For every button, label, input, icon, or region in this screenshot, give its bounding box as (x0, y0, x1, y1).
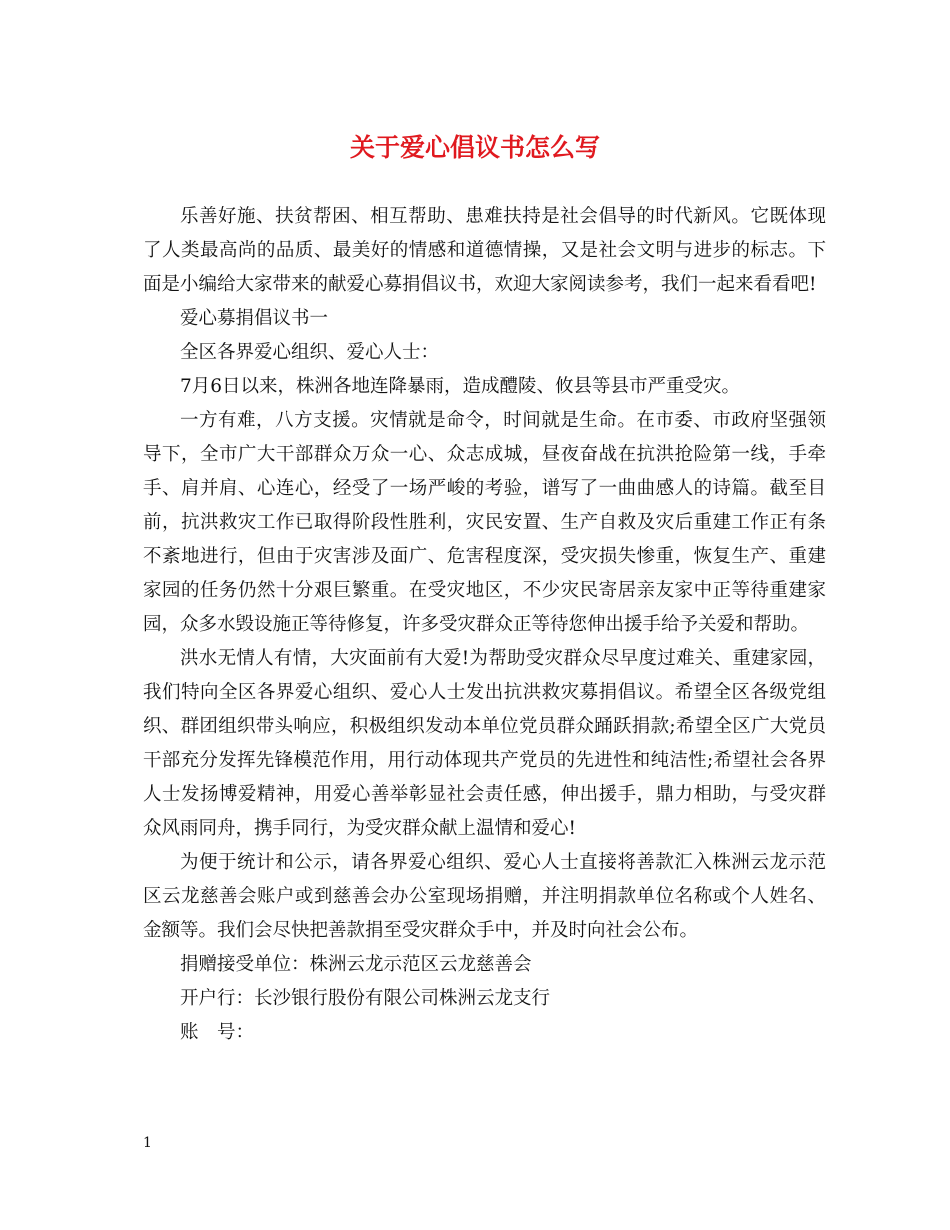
paragraph-disaster: 7月6日以来，株洲各地连降暴雨，造成醴陵、攸县等县市严重受灾。 (180, 376, 741, 397)
paragraph-intro: 乐善好施、扶贫帮困、相互帮助、患难扶持是社会倡导的时代新风。它既体现了人类最高尚的品质、最美好的情感和道德情操，又是社会文明与进步的标志。下面是小编给大家带来的献爱心募捐倡议书，欢迎大家阅读参考，我们一起来看看吧! (143, 206, 826, 295)
paragraph-appeal: 洪水无情人有情，大灾面前有大爱!为帮助受灾群众尽早度过难关、重建家园，我们特向全区各界爱心组织、爱心人士发出抗洪救灾募捐倡议。希望全区各级党组织、群团组织带头响应，积极组织发动本单位党员群众踊跃捐款;希望全区广大党员干部充分发挥先锋模范作用，用行动体现共产党员的先进性和纯洁性;希望社会各界人士发扬博爱精神，用爱心善举彰显社会责任感，伸出援手，鼎力相助，与受灾群众风雨同舟，携手同行，为受灾群众献上温情和爱心! (143, 648, 826, 839)
document-body (143, 200, 826, 1050)
page-number: 1 (143, 1135, 152, 1151)
paragraph-support: 一方有难，八方支援。灾情就是命令，时间就是生命。在市委、市政府坚强领导下，全市广大干部群众万众一心、众志成城，昼夜奋战在抗洪抢险第一线，手牵手、肩并肩、心连心，经受了一场严峻的考验，谱写了一曲曲感人的诗篇。截至目前，抗洪救灾工作已取得阶段性胜利，灾民安置、生产自救及灾后重建工作正有条不紊地进行，但由于灾害涉及面广、危害程度深，受灾损失惨重，恢复生产、重建家园的任务仍然十分艰巨繁重。在受灾地区，不少灾民寄居亲友家中正等待重建家园，众多水毁设施正等待修复，许多受灾群众正等待您伸出援手给予关爱和帮助。 (143, 410, 826, 635)
salutation: 全区各界爱心组织、爱心人士： (180, 342, 440, 363)
paragraph-donation-method: 为便于统计和公示，请各界爱心组织、爱心人士直接将善款汇入株洲云龙示范区云龙慈善会账户或到慈善会办公室现场捐赠，并注明捐款单位名称或个人姓名、金额等。我们会尽快把善款捐至受灾群众手中，并及时向社会公布。 (143, 852, 826, 941)
document-title: 关于爱心倡议书怎么写 (349, 133, 600, 162)
recipient-unit: 捐赠接受单位：株洲云龙示范区云龙慈善会 (180, 954, 532, 975)
bank-name: 开户行：长沙银行股份有限公司株洲云龙支行 (180, 988, 551, 1009)
account-number: 账 号： (180, 1022, 255, 1043)
section-heading: 爱心募捐倡议书一 (180, 308, 329, 329)
